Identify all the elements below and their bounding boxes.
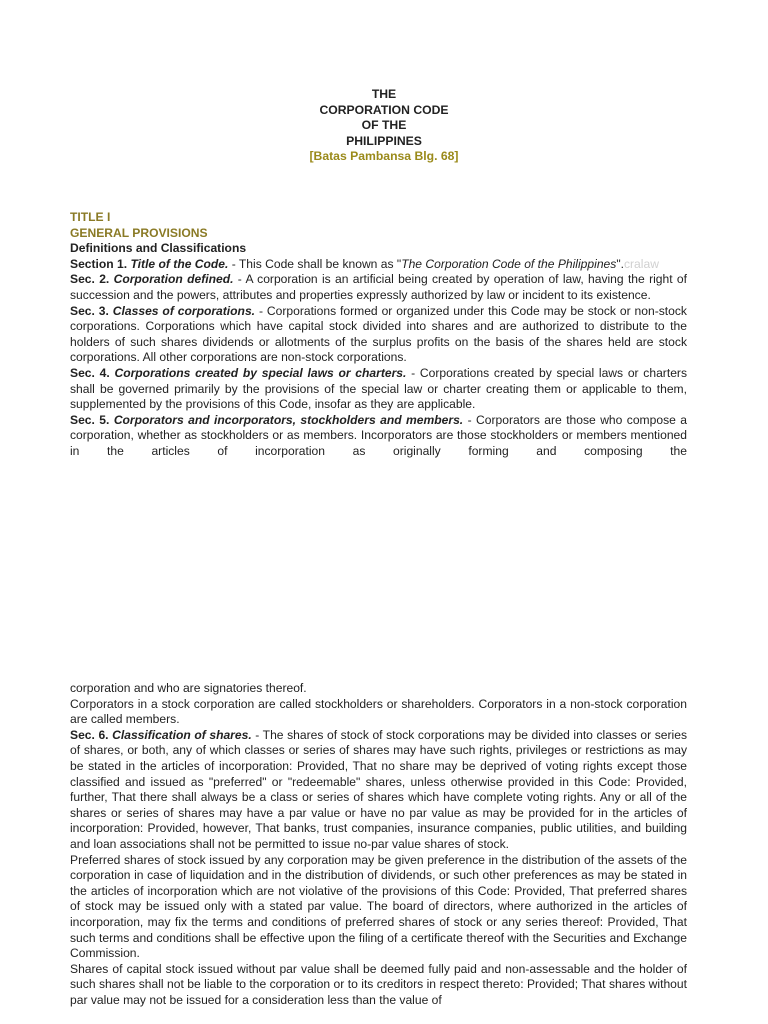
- section-1-text-a: - This Code shall be known as ": [228, 256, 402, 271]
- header-line-of-the: OF THE: [361, 118, 407, 133]
- section-5-text: - Corporators are those who compose a corporation, whether as stockholders or as members. Incorporators are those stockholders or members mentioned in the articles of incorporation as originally forming and composing the: [70, 412, 688, 458]
- title-number: TITLE I: [70, 210, 111, 224]
- header-line-philippines: PHILIPPINES: [346, 133, 422, 148]
- section-6-label: Sec. 6.: [70, 727, 109, 742]
- section-4: [70, 366, 687, 413]
- section-1: [70, 257, 687, 273]
- title-name: GENERAL PROVISIONS: [70, 225, 208, 240]
- section-5: [70, 413, 687, 460]
- section-2-text: - A corporation is an artificial being created by operation of law, having the right of succession and the powers, attributes and properties expressly authorized by law or incident to its existence.: [70, 272, 687, 302]
- section-3-text: - Corporations formed or organized under this Code may be stock or non-stock corporations. Corporations which have capital stock divided into shares and are authorized to distribute to the holders of such shares dividends or allotments of the surplus profits on the basis of the shares held are stock corporations. All other corporations are non-stock corporations.: [70, 303, 687, 365]
- section-1-faint-mark: cralaw: [623, 256, 659, 271]
- section-6-paragraph-2: Preferred shares of stock issued by any corporation may be given preference in the distribution of the assets of the corporation in case of liquidation and in the distribution of dividends, or such other preferences as may be stated in the articles of incorporation which are not violative of the provisions of this Code: Provided, That preferred shares of stock may be issued only with a stated par value. The board of directors, where authorized in the articles of incorporation, may fix the terms and conditions of preferred shares of stock or any series thereof: Provided, That such terms and conditions shall be effective upon the filing of a certificate thereof with the Securities and Exchange Commission.: [70, 852, 687, 961]
- section-5-paragraph-2: Corporators in a stock corporation are called stockholders or shareholders. Corporators in a non-stock corporation are called members.: [70, 696, 687, 727]
- document-body-part1: [70, 210, 687, 460]
- section-1-text-b: ".: [616, 256, 624, 271]
- section-2: [70, 272, 687, 303]
- section-3-heading: Classes of corporations.: [112, 303, 256, 318]
- section-1-label: Section 1.: [70, 256, 128, 271]
- section-4-label: Sec. 4.: [70, 365, 110, 380]
- document-body-part2: [70, 681, 687, 1008]
- section-5-label: Sec. 5.: [70, 412, 110, 427]
- section-4-text: - Corporations created by special laws or charters shall be governed primarily by the provisions of the special law or charter creating them or applicable to them, supplemented by the provisions of this Code, insofar as they are applicable.: [70, 365, 687, 412]
- section-1-quote: The Corporation Code of the Philippines: [401, 256, 617, 271]
- section-5-heading: Corporators and incorporators, stockholders and members.: [113, 412, 464, 427]
- section-6-heading: Classification of shares.: [112, 727, 252, 742]
- document-header: [0, 87, 768, 165]
- section-3: [70, 304, 687, 366]
- header-subtitle: [Batas Pambansa Blg. 68]: [309, 149, 459, 164]
- section-4-heading: Corporations created by special laws or charters.: [114, 365, 407, 380]
- subheading: Definitions and Classifications: [70, 241, 247, 256]
- section-6: [70, 728, 687, 853]
- section-2-label: Sec. 2.: [70, 272, 110, 287]
- section-2-heading: Corporation defined.: [113, 272, 234, 287]
- section-6-paragraph-3: Shares of capital stock issued without par value shall be deemed fully paid and non-assessable and the holder of such shares shall not be liable to the corporation or to its creditors in respect thereto: Provided; That shares without par value may not be issued for a consideration less than the value of: [70, 961, 687, 1007]
- section-1-heading: Title of the Code.: [130, 256, 229, 271]
- section-3-label: Sec. 3.: [70, 303, 109, 318]
- header-line-the: THE: [371, 87, 397, 101]
- section-6-text: - The shares of stock of stock corporations may be divided into classes or series of shares, or both, any of which classes or series of shares may have such rights, privileges or restrictions as may be stated in the articles of incorporation: Provided, That no share may be deprived of voting rights except those classified and issued as "preferred" or "redeemable" shares, unless otherwise provided in this Code: Provided, further, That there shall always be a class or series of shares which have complete voting rights. Any or all of the shares or series of shares may have a par value or have no par value as may be provided for in the articles of incorporation: Provided, however, That banks, trust companies, insurance companies, public utilities, and building and loan associations shall not be permitted to issue no-par value shares of stock.: [70, 727, 687, 851]
- section-5-continued: corporation and who are signatories thereof.: [70, 681, 307, 695]
- header-line-corporation-code: CORPORATION CODE: [319, 102, 449, 117]
